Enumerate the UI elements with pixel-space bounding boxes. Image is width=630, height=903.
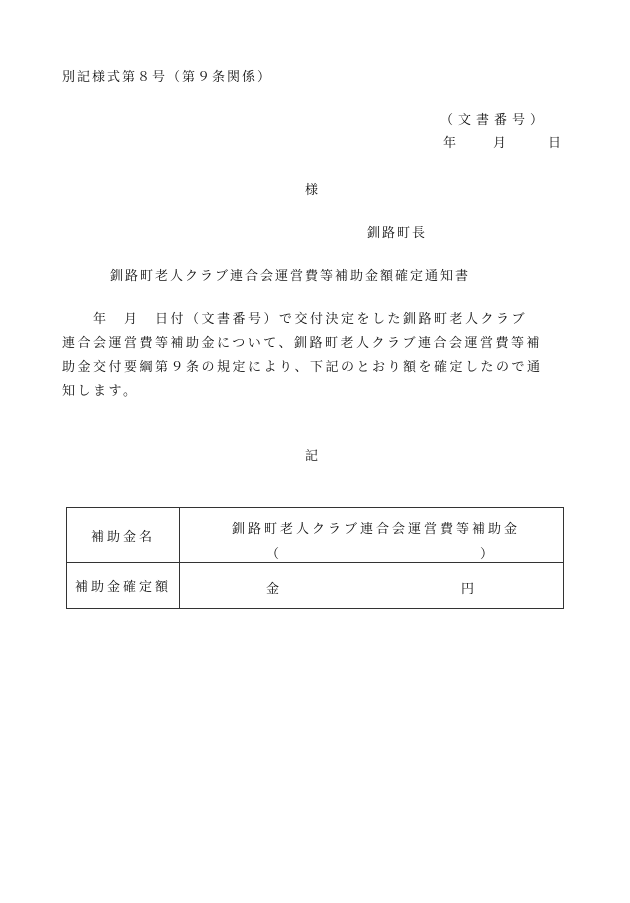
document-title: 釧路町老人クラブ連合会運営費等補助金額確定通知書 xyxy=(110,269,471,284)
document-number: （文書番号） xyxy=(440,113,549,128)
grant-amount-label: 補助金確定額 xyxy=(67,563,180,609)
body-line: 助金交付要綱第９条の規定により、下記のとおり額を確定したので通 xyxy=(62,360,543,375)
date-day: 日 xyxy=(548,136,562,151)
addressee: 様 xyxy=(305,183,319,198)
date-year: 年 xyxy=(443,136,457,151)
grant-table xyxy=(66,507,564,609)
table-row-grant-name xyxy=(67,508,564,563)
body-text xyxy=(62,308,562,404)
date-line xyxy=(443,132,561,151)
form-label: 別記様式第８号（第９条関係） xyxy=(62,70,273,85)
ki-heading: 記 xyxy=(305,449,319,464)
body-line: 年 月 日付（文書番号）で交付決定をした釧路町老人クラブ xyxy=(62,312,528,327)
amount-suffix: 円 xyxy=(461,582,478,597)
body-line: 連合会運営費等補助金について、釧路町老人クラブ連合会運営費等補 xyxy=(62,336,542,351)
table-row-grant-amount xyxy=(67,563,564,609)
amount-prefix: 金 xyxy=(266,582,283,597)
sender: 釧路町長 xyxy=(367,226,428,241)
grant-name-text: 釧路町老人クラブ連合会運営費等補助金 xyxy=(232,522,521,537)
grant-amount-value xyxy=(180,563,564,609)
paren-close: ） xyxy=(480,547,497,562)
grant-name-label: 補助金名 xyxy=(67,508,180,563)
grant-name-value xyxy=(180,508,564,563)
body-line: 知します。 xyxy=(62,384,139,399)
paren-open: （ xyxy=(266,547,283,562)
date-month: 月 xyxy=(493,136,507,151)
